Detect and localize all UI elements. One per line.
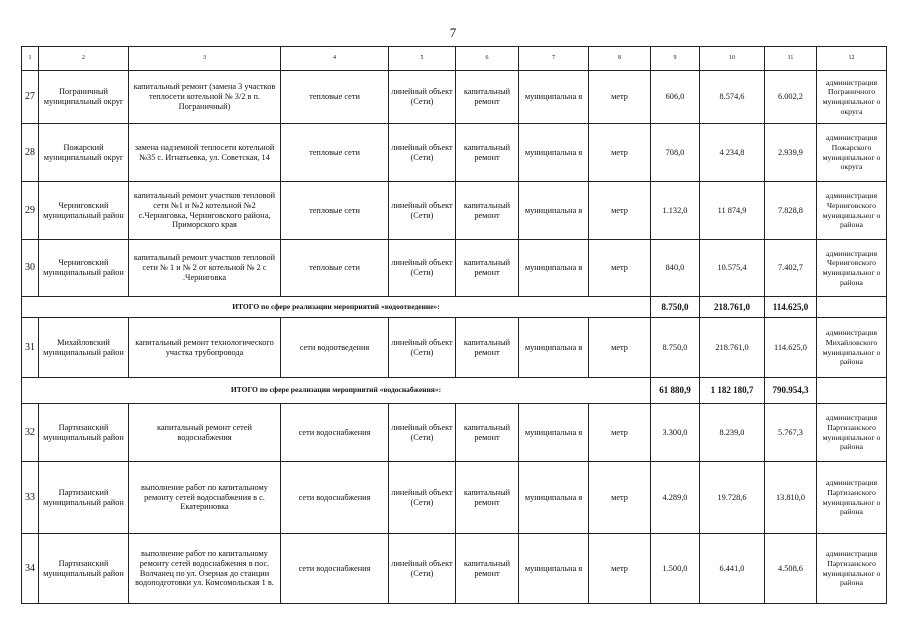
cost-cell: 10.575,4 [700,240,765,297]
total-quantity: 8.750,0 [651,297,700,318]
subsidy-cell: 114.625,0 [765,318,817,378]
ownership-cell: муниципальна я [519,318,589,378]
row-number: 30 [22,240,39,297]
subsidy-cell: 7.828,8 [765,182,817,240]
customer-cell: администрация Пограничного муниципальног о округа [817,71,887,124]
row-number: 32 [22,404,39,462]
table-row [22,534,887,604]
row-number: 27 [22,71,39,124]
subsidy-cell: 7.402,7 [765,240,817,297]
customer-cell: администрация Черниговского муниципальног о района [817,182,887,240]
customer-cell: администрация Пожарского муниципальног о округа [817,124,887,182]
quantity-cell: 606,0 [651,71,700,124]
table-row [22,124,887,182]
unit-cell: метр [589,318,651,378]
work-kind-cell: капитальный ремонт [456,404,519,462]
work-kind-cell: капитальный ремонт [456,240,519,297]
page-number: 7 [449,25,457,40]
work-description-cell: выполнение работ по капитальному ремонту сетей водоснабжения в пос. Волчанец по ул. Озерная до станции водоподготовки ул. Комсомольская 1 в. [129,534,281,604]
object-cell: сети водоснабжения [281,404,389,462]
row-number: 28 [22,124,39,182]
work-description-cell: капитальный ремонт (замена 3 участков теплосети котельной № 3/2 в п. Пограничный) [129,71,281,124]
object-type-cell: линейный объект (Сети) [389,404,456,462]
subsidy-cell: 6.002,2 [765,71,817,124]
object-cell: сети водоснабжения [281,534,389,604]
column-number-row [22,47,887,71]
column-header: 12 [817,47,887,71]
work-kind-cell: капитальный ремонт [456,124,519,182]
row-number: 29 [22,182,39,240]
column-header: 5 [389,47,456,71]
column-header: 6 [456,47,519,71]
object-cell: тепловые сети [281,182,389,240]
table-row [22,462,887,534]
ownership-cell: муниципальна я [519,182,589,240]
work-kind-cell: капитальный ремонт [456,534,519,604]
ownership-cell: муниципальна я [519,534,589,604]
ownership-cell: муниципальна я [519,404,589,462]
column-header: 8 [589,47,651,71]
quantity-cell: 4.289,0 [651,462,700,534]
column-header: 11 [765,47,817,71]
work-description-cell: капитальный ремонт участков тепловой сети №1 и №2 котельной №2 с.Черниговка, Черниговского района, Приморского края [129,182,281,240]
unit-cell: метр [589,462,651,534]
subsidy-cell: 5.767,3 [765,404,817,462]
subsidy-cell: 2.939,9 [765,124,817,182]
work-description-cell: капитальный ремонт участков тепловой сети № 1 и № 2 от котельной № 2 с .Черниговка [129,240,281,297]
object-type-cell: линейный объект (Сети) [389,240,456,297]
work-description-cell: капитальный ремонт технологического участка трубопровода [129,318,281,378]
column-header: 1 [22,47,39,71]
unit-cell: метр [589,534,651,604]
municipality-cell: Партизанский муниципальный район [39,404,129,462]
ownership-cell: муниципальна я [519,124,589,182]
cost-cell: 11 874,9 [700,182,765,240]
quantity-cell: 840,0 [651,240,700,297]
row-number: 34 [22,534,39,604]
ownership-cell: муниципальна я [519,462,589,534]
object-type-cell: линейный объект (Сети) [389,182,456,240]
work-description-cell: выполнение работ по капитальному ремонту сетей водоснабжения в с. Екатериновка [129,462,281,534]
cost-cell: 8.239,0 [700,404,765,462]
customer-cell: администрация Партизанского муниципальног о района [817,404,887,462]
object-cell: сети водоотведения [281,318,389,378]
quantity-cell: 708,0 [651,124,700,182]
customer-cell: администрация Черниговского муниципальног о района [817,240,887,297]
unit-cell: метр [589,240,651,297]
column-header: 4 [281,47,389,71]
total-subsidy: 790.954,3 [765,378,817,404]
column-header: 9 [651,47,700,71]
municipality-cell: Пограничный муниципальный округ [39,71,129,124]
object-type-cell: линейный объект (Сети) [389,71,456,124]
municipality-cell: Партизанский муниципальный район [39,534,129,604]
total-cost: 218.761,0 [700,297,765,318]
object-cell: сети водоснабжения [281,462,389,534]
municipality-cell: Черниговский муниципальный район [39,182,129,240]
column-header: 3 [129,47,281,71]
total-row [22,378,887,404]
object-cell: тепловые сети [281,240,389,297]
row-number: 33 [22,462,39,534]
row-number: 31 [22,318,39,378]
customer-cell: администрация Партизанского муниципальног о района [817,534,887,604]
work-description-cell: замена надземной теплосети котельной №35 с. Игнатьевка, ул. Советская, 14 [129,124,281,182]
cost-cell: 6.441,0 [700,534,765,604]
total-cost: 1 182 180,7 [700,378,765,404]
work-kind-cell: капитальный ремонт [456,71,519,124]
quantity-cell: 3.300,0 [651,404,700,462]
object-cell: тепловые сети [281,71,389,124]
work-kind-cell: капитальный ремонт [456,182,519,240]
quantity-cell: 8.750,0 [651,318,700,378]
customer-cell: администрация Партизанского муниципальног о района [817,462,887,534]
object-type-cell: линейный объект (Сети) [389,124,456,182]
cost-cell: 19.728,6 [700,462,765,534]
unit-cell: метр [589,182,651,240]
total-empty-cell [817,297,887,318]
municipality-cell: Михайловский муниципальный район [39,318,129,378]
quantity-cell: 1.500,0 [651,534,700,604]
total-row [22,297,887,318]
ownership-cell: муниципальна я [519,240,589,297]
column-header: 2 [39,47,129,71]
unit-cell: метр [589,404,651,462]
customer-cell: администрация Михайловского муниципальног о района [817,318,887,378]
table-row [22,182,887,240]
work-kind-cell: капитальный ремонт [456,462,519,534]
table-row [22,318,887,378]
total-quantity: 61 880,9 [651,378,700,404]
object-type-cell: линейный объект (Сети) [389,318,456,378]
column-header: 10 [700,47,765,71]
work-kind-cell: капитальный ремонт [456,318,519,378]
unit-cell: метр [589,71,651,124]
total-label: ИТОГО по сфере реализации мероприятий «водоснабжения»: [22,378,651,404]
quantity-cell: 1.132,0 [651,182,700,240]
municipality-cell: Черниговский муниципальный район [39,240,129,297]
work-description-cell: капитальный ремонт сетей водоснабжения [129,404,281,462]
column-header: 7 [519,47,589,71]
projects-table [21,46,887,604]
object-type-cell: линейный объект (Сети) [389,534,456,604]
cost-cell: 8.574,6 [700,71,765,124]
ownership-cell: муниципальна я [519,71,589,124]
table-row [22,71,887,124]
table-row [22,240,887,297]
subsidy-cell: 13.810,0 [765,462,817,534]
object-cell: тепловые сети [281,124,389,182]
total-empty-cell [817,378,887,404]
unit-cell: метр [589,124,651,182]
municipality-cell: Партизанский муниципальный район [39,462,129,534]
object-type-cell: линейный объект (Сети) [389,462,456,534]
total-subsidy: 114.625,0 [765,297,817,318]
table-row [22,404,887,462]
subsidy-cell: 4.508,6 [765,534,817,604]
municipality-cell: Пожарский муниципальный округ [39,124,129,182]
cost-cell: 218.761,0 [700,318,765,378]
cost-cell: 4 234,8 [700,124,765,182]
total-label: ИТОГО по сфере реализации мероприятий «водоотведение»: [22,297,651,318]
